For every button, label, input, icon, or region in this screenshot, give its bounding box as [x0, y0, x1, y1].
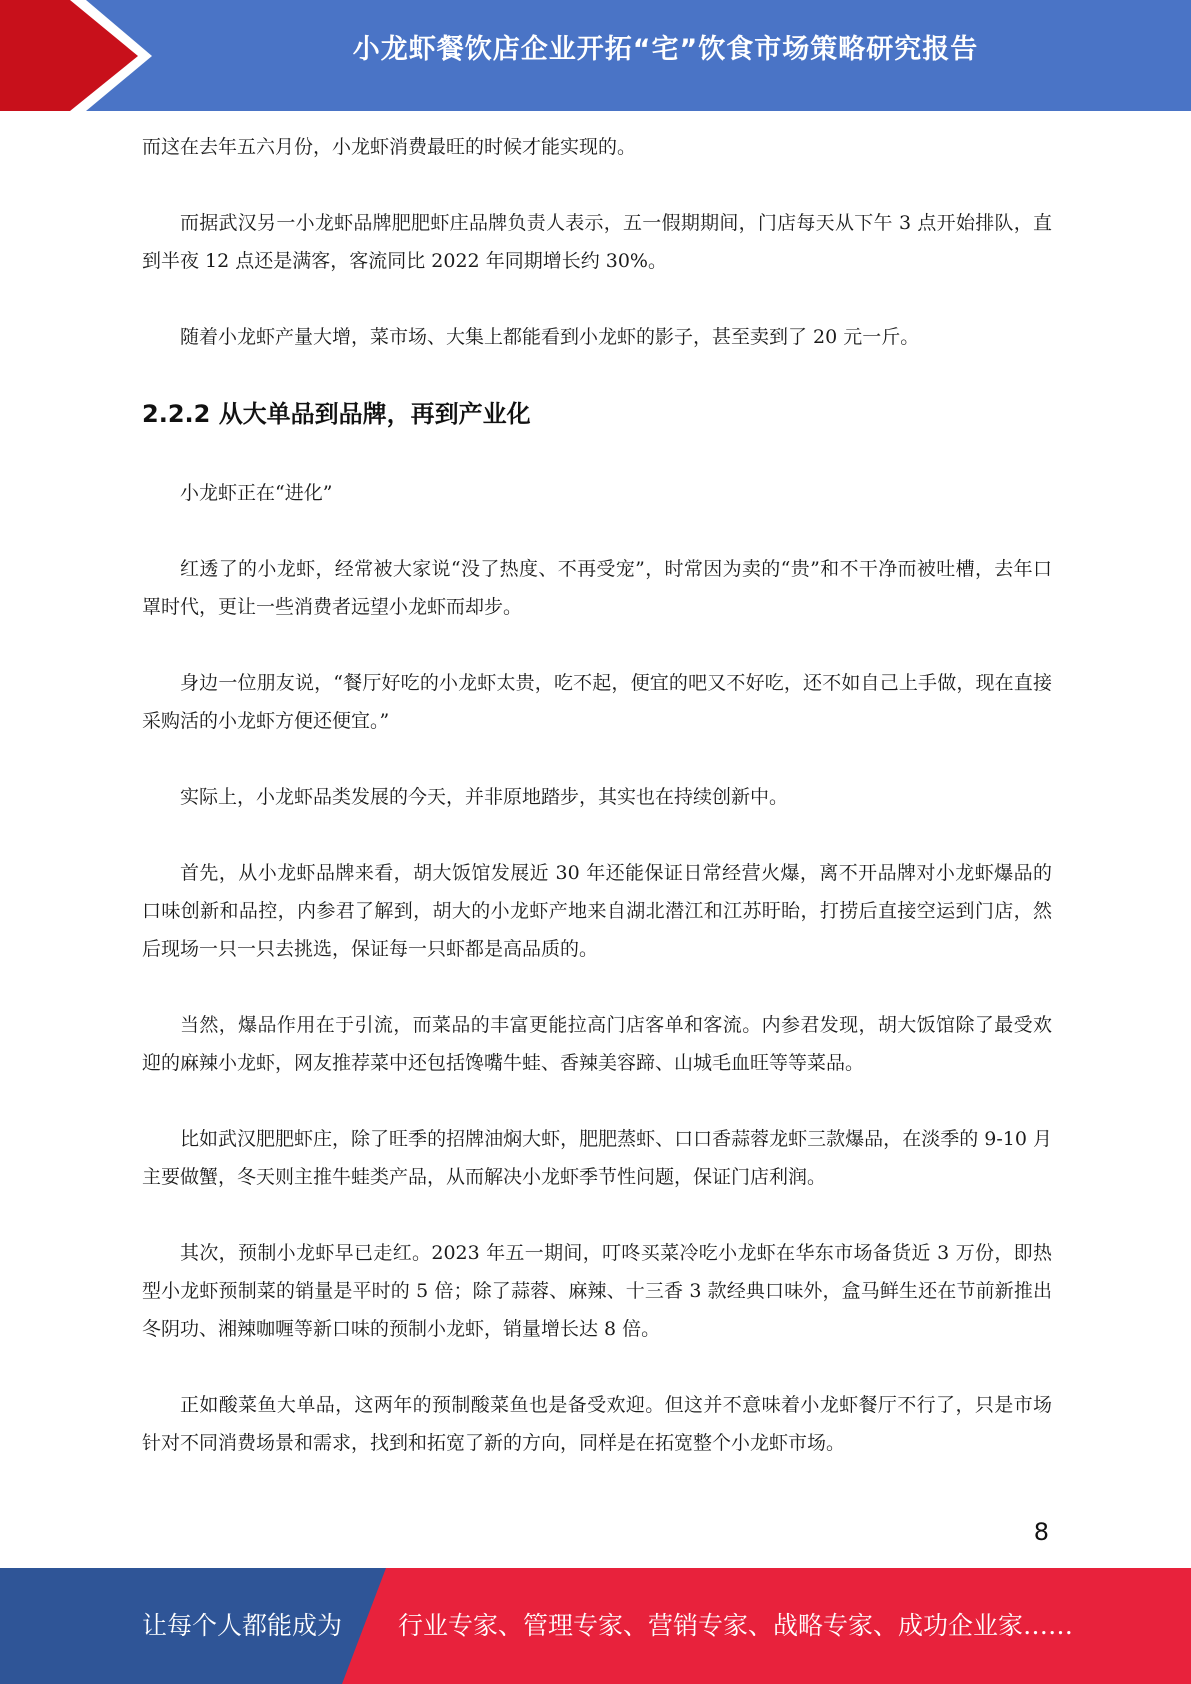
document-body [142, 128, 1052, 1500]
paragraph: 随着小龙虾产量大增，菜市场、大集上都能看到小龙虾的影子，甚至卖到了 20 元一斤。 [180, 326, 920, 348]
paragraph: 而据武汉另一小龙虾品牌肥肥虾庄品牌负责人表示，五一假期期间，门店每天从下午 3 点开始排队，直到半夜 12 点还是满客，客流同比 2022 年同期增长约 30%。 [142, 212, 1052, 272]
paragraph: 小龙虾正在“进化” [180, 482, 333, 504]
page-number: 8 [1033, 1518, 1049, 1546]
page-header [0, 0, 1191, 111]
section-heading: 2.2.2 从大单品到品牌，再到产业化 [142, 400, 531, 428]
footer-slogan-right: 行业专家、管理专家、营销专家、战略专家、成功企业家…… [398, 1611, 1074, 1640]
paragraph: 实际上，小龙虾品类发展的今天，并非原地踏步，其实也在持续创新中。 [180, 786, 789, 808]
paragraph: 正如酸菜鱼大单品，这两年的预制酸菜鱼也是备受欢迎。但这并不意味着小龙虾餐厅不行了，只是市场针对不同消费场景和需求，找到和拓宽了新的方向，同样是在拓宽整个小龙虾市场。 [142, 1394, 1052, 1454]
report-title: 小龙虾餐饮店企业开拓“宅”饮食市场策略研究报告 [352, 34, 979, 65]
paragraph: 身边一位朋友说，“餐厅好吃的小龙虾太贵，吃不起，便宜的吧又不好吃，还不如自己上手做，现在直接采购活的小龙虾方便还便宜。” [142, 672, 1052, 732]
paragraph: 当然，爆品作用在于引流，而菜品的丰富更能拉高门店客单和客流。内参君发现，胡大饭馆除了最受欢迎的麻辣小龙虾，网友推荐菜中还包括馋嘴牛蛙、香辣美容蹄、山城毛血旺等等菜品。 [142, 1014, 1052, 1074]
paragraph: 而这在去年五六月份，小龙虾消费最旺的时候才能实现的。 [142, 136, 637, 158]
paragraph: 比如武汉肥肥虾庄，除了旺季的招牌油焖大虾，肥肥蒸虾、口口香蒜蓉龙虾三款爆品，在淡季的 9-10 月主要做蟹，冬天则主推牛蛙类产品，从而解决小龙虾季节性问题，保证门店利润。 [142, 1128, 1052, 1188]
paragraph: 红透了的小龙虾，经常被大家说“没了热度、不再受宠”，时常因为卖的“贵”和不干净而被吐槽，去年口罩时代，更让一些消费者远望小龙虾而却步。 [142, 558, 1052, 618]
header-chevron-arrow [0, 0, 138, 111]
page-footer [0, 1568, 1191, 1684]
paragraph: 首先，从小龙虾品牌来看，胡大饭馆发展近 30 年还能保证日常经营火爆，离不开品牌对小龙虾爆品的口味创新和品控，内参君了解到，胡大的小龙虾产地来自湖北潜江和江苏盱眙，打捞后直接空运到门店，然后现场一只一只去挑选，保证每一只虾都是高品质的。 [142, 862, 1052, 960]
paragraph: 其次，预制小龙虾早已走红。2023 年五一期间，叮咚买菜冷吃小龙虾在华东市场备货近 3 万份，即热型小龙虾预制菜的销量是平时的 5 倍；除了蒜蓉、麻辣、十三香 3 款经典口味外，盒马鲜生还在节前新推出冬阴功、湘辣咖喱等新口味的预制小龙虾，销量增长达 8 倍。 [142, 1242, 1052, 1340]
footer-slogan-left: 让每个人都能成为 [142, 1611, 343, 1640]
